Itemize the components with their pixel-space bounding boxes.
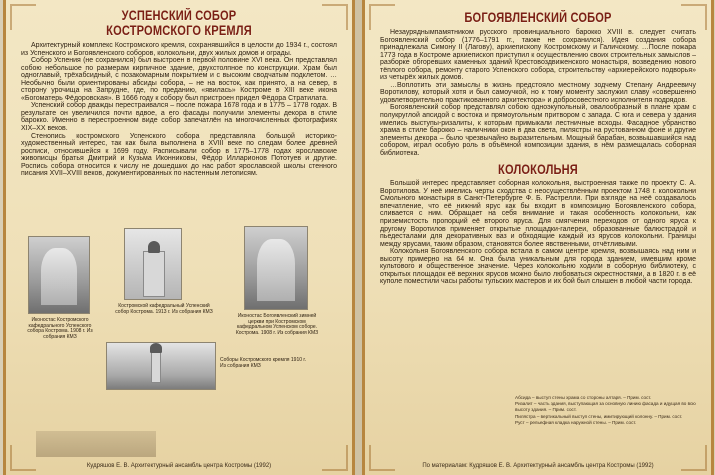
paragraph: Стенопись костромского Успенского собора представляла большой историко-художественный интерес, так как была выполнена в XVIII веке по следам более древней росписи, относившейся к 1699 году. Расписывали собор в 1775–1778 годах ярославские живописцы братья Дмитрий и Кузьма Иконниковы, Фёдор Илларионов Пототуев и другие. Роспись собора относится к числу не дошедших до нас работ ярославской школы стенного писания XVII–XVIII веков, документированных по настенным летописям. [21, 132, 337, 178]
section-title: БОГОЯВЛЕНСКИЙ СОБОР [464, 10, 612, 25]
paragraph: Незауряднымпамятником русского провинциального барокко XVIII в. следует считать Богоявленский собор (1776–1791 гг., также не сохранился). Идея создания собора принадлежала Симону II (Лаговy), архиепископу Костромскому и Галичскому. …После пожара 1773 года в Костроме архиепископ приступил к осуществлению своих строительных замыслов – разборке обгоревших каменных зданий Крестовоздвиженского монастыря, возведению нового тёплого собора, ремонту старого Успенского собора, строительству «архиерейского подворья» из четырёх жилых домов. [380, 29, 696, 82]
glossary-item: Пилястра – вертикальный выступ стены, имитирующий колонну. – Прим. сост. [515, 413, 683, 419]
source-footer: Кудряшов Е. В. Архитектурный ансамбль центра Костромы (1992) [86, 463, 272, 469]
ornament-corner [322, 4, 348, 30]
kremlin-cathedrals-photo [106, 342, 216, 390]
iconostasis-photo [28, 236, 90, 314]
source-footer: По материалам: Кудряшов Е. В. Архитектурный ансамбль центра Костромы (1992) [422, 463, 654, 469]
decorative-landscape [36, 431, 156, 457]
ornament-corner [369, 4, 395, 30]
ornament-corner [681, 4, 707, 30]
glossary-item: Абсида – выступ стены храма со стороны алтаря. – Прим. сост. [515, 395, 652, 400]
paragraph: Архитектурный комплекс Костромского кремля, сохранявшийся в целости до 1934 г., состоял из Успенского и Богоявленского соборов, колокольни, двух жилых домов и ограды. [21, 42, 337, 57]
section-title: КОЛОКОЛЬНЯ [498, 162, 578, 178]
left-panel [3, 0, 355, 475]
page-title [37, 8, 321, 38]
article-text [6, 42, 352, 178]
photo-gallery [20, 222, 342, 444]
photo-caption: Костромской кафедральный Успенский собор Кострома. 1913 г. Из собрания КМЗ [115, 303, 213, 315]
paragraph: Колокольня Богоявленского собора встала в самом центре кремля, возвышаясь над ним и высоту примерно на 64 м. Она была уникальным для города зданием, имевшим кроме культового и общественное значение. Через колокольню ходили в соборную библиотеку, с открытых площадок её верхних ярусов можно было любоваться окрестностями, а в 1820 г. в её куполе поместили часы работы тульских мастеров и их бой был слышен в любой части города. [380, 248, 696, 286]
paragraph: Успенский собор дважды перестраивался – после пожара 1678 года и в 1775 – 1778 годах. В результате он увеличился почти вдвое, а его фасады получили элементы декора в стиле барокко. Именно в перестроенном виде собор запечатлён на многочисленных фотографиях XIX–XX веков. [21, 102, 337, 133]
ornament-corner [10, 4, 36, 30]
title-line: КОСТРОМСКОГО КРЕМЛЯ [106, 23, 252, 38]
paragraph: …Воплотить эти замыслы в жизнь предстояло местному зодчему Степану Андреевичу Воротилову, который хотя и был самоучкой, но к тому моменту заслужил славу «совершенно удовлетворительно практикованного архитектора» и добросовестного исполнителя подрядов. [380, 81, 696, 104]
right-panel [362, 0, 714, 475]
title-line: УСПЕНСКИЙ СОБОР [121, 8, 237, 23]
photo-caption: Иконостас Богоявленский зимней церкви при Костромском кафедральном Успенском соборе. Кострома. 1908 г. Из собрания КМЗ [235, 313, 319, 336]
glossary-item: Руст – рельефная кладка наружной стены. – Прим. сост. [515, 419, 637, 425]
paragraph: Большой интерес представляет соборная колокольня, выстроенная также по проекту С. А. Воротилова. У неё имелись черты сходства с неосуществлённым проектом 1748 г. колокольни Смольного монастыря в Санкт-Петербурге Ф. Б. Растрелли. При взгляде на неё создавалось впечатление, что её нижний ярус как бы входит в композицию Богоявленского собора, сливается с ним. Обращает на себя внимание и такая особенность колокольни, как приземистость пропорций её второго яруса. Для смягчения переходов от одного яруса к другому Воротилов применяет открытые площадки-галереи, образованные балюстрадой и пьедесталами для декоративных ваз и обходящие каждый из ярусов колокольни. Границы между ярусами, таким образом, становятся более явственными, отчётливыми. [380, 180, 696, 248]
cathedral-photo [124, 228, 182, 300]
glossary-item: Ризалит – часть здания, выступающая за основную линию фасада и идущая во всю высоту здания. – Прим. сост. [515, 401, 696, 413]
winter-church-iconostasis-photo [244, 226, 308, 310]
article-text [365, 180, 711, 286]
paragraph: Богоявленский собор представлял собою одноэкупольный, овалообразный в плане храм с полукруглой апсидой с востока и прямоугольным притвором с запада. С юга и севера у здания имелись выступы-ризалиты, к которым примыкали лестничные всходы. Фасадное убранство храма в стиле барокко – наличники окон в два света, пилястры на рустованном фоне и другие элементы декора – было чрезвычайно выразительным. Мощный барабан, возвышавшийся над собором, играл особую роль в объёмной композиции здания, в нём размещалась соборная библиотека. [380, 104, 696, 157]
photo-caption: Иконостас Костромского кафедрального Успенского собора Кострома. 1908 г. Из собрания КМЗ [27, 317, 93, 340]
paragraph: Собор Успения (не сохранился) был выстроен в первой половине XVI века. Он представлял собою небольшое по размерам кирпичное здание, двухстолпное по конструкции. Храм был одноглавый, трёхабсидный, с позакомарным покрытием и с высоким сводчатым подклетом. …Необычно были ориентированы абсиды собора, – не на восток, как принято, а на север, в сторону урочища на Запрудне, где, по преданию, «явилась» Костроме в XIII веке икона «Богоматерь Фёдоровская». В 1666 году к собору был пристроен придел Фёдора Стратилата. [21, 57, 337, 102]
article-text [365, 29, 711, 157]
page-gutter [355, 0, 362, 475]
photo-caption: Соборы Костромского кремля 1910 г. Из собрания КМЗ [220, 357, 307, 369]
glossary-notes [515, 395, 701, 426]
